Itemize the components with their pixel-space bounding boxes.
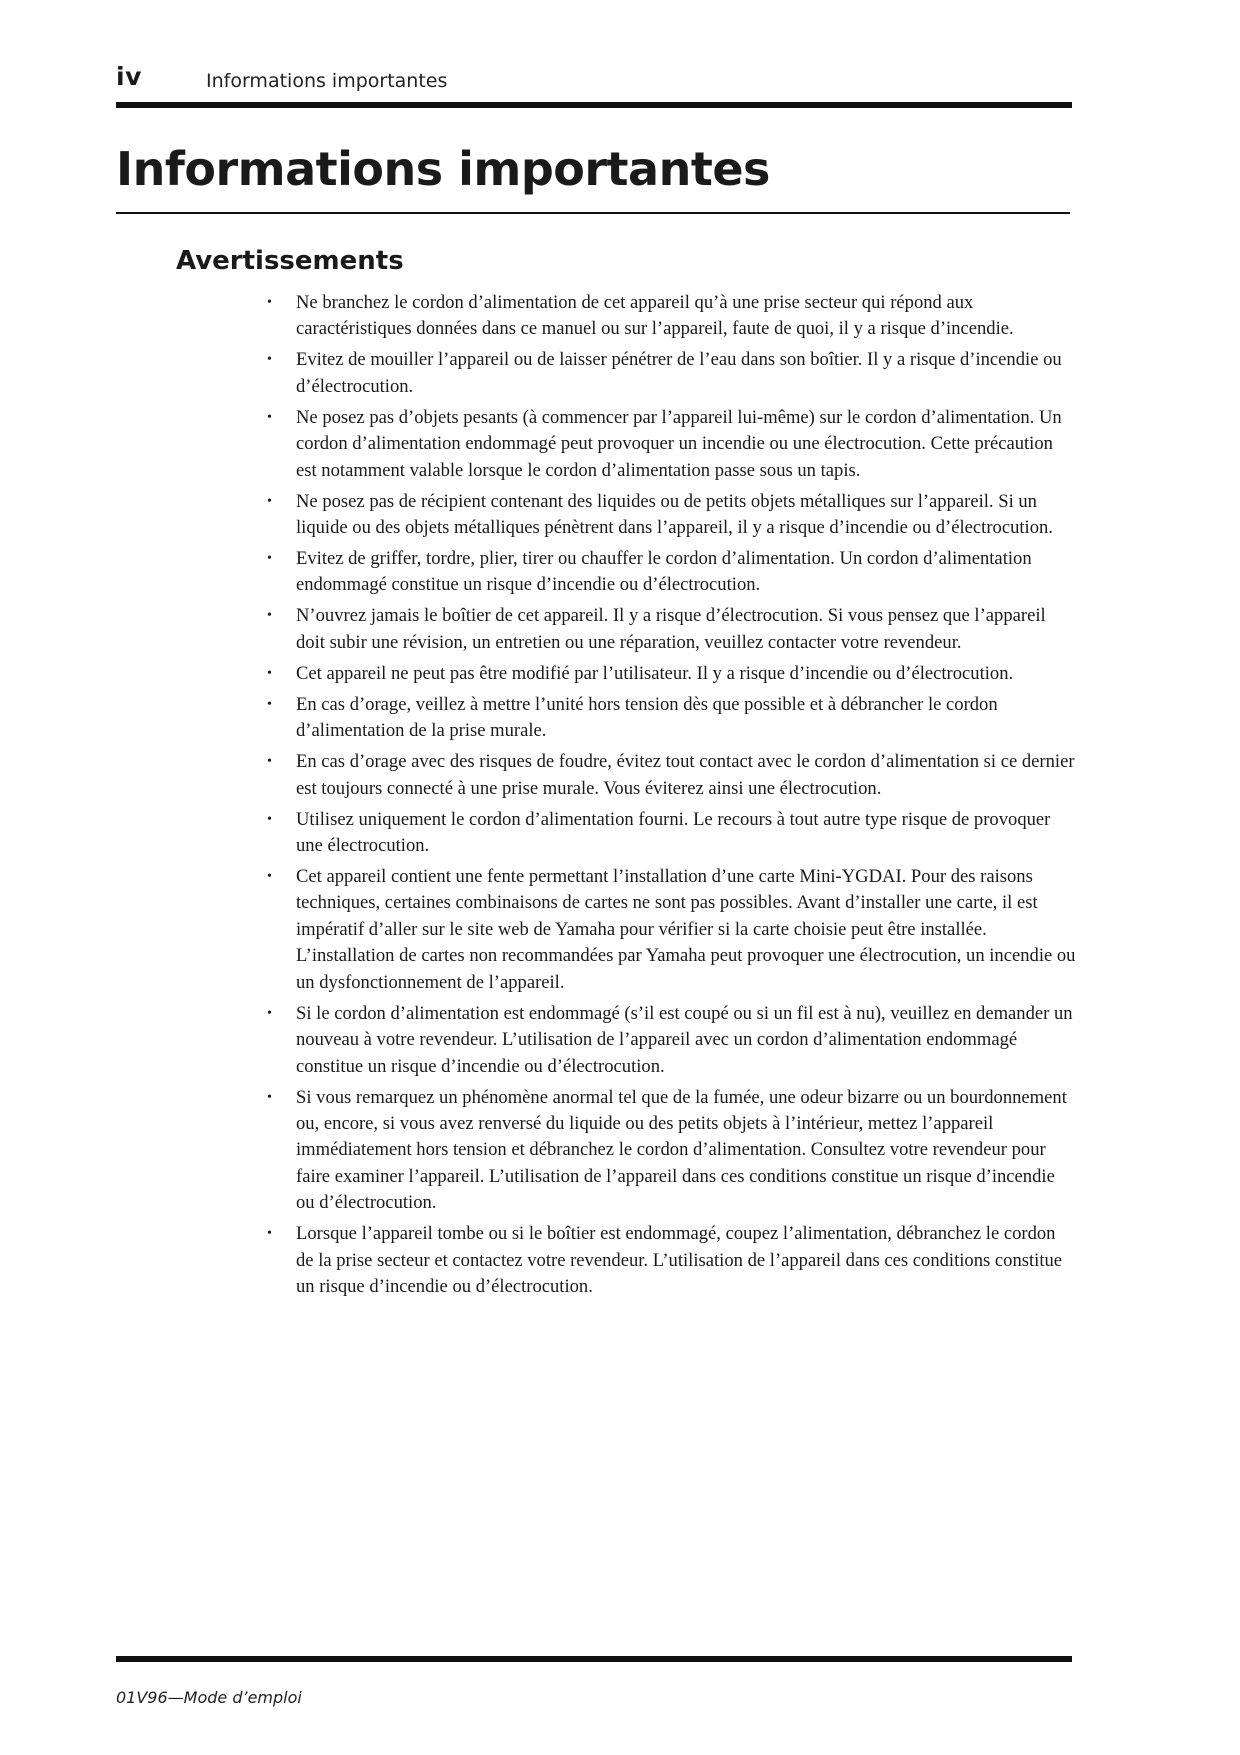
section-heading: Avertissements: [176, 246, 404, 276]
warning-item: • Lorsque l’appareil tombe ou si le boîtier est endommagé, coupez l’alimentation, débranchez le cordon de la prise secteur et contactez votre revendeur. L’utilisation de l’appareil dans ces conditions constitue un risque d’incendie ou d’électrocution.: [296, 1221, 1076, 1300]
page-title: Informations importantes: [116, 142, 770, 196]
header-rule: [116, 102, 1072, 108]
warning-item: • Ne posez pas de récipient contenant des liquides ou de petits objets métalliques sur l’appareil. Si un liquide ou des objets métalliques pénètrent dans l’appareil, il y a risque d’incendie ou d’électrocution.: [296, 489, 1076, 542]
footer-rule: [116, 1656, 1072, 1662]
warning-item: • Evitez de mouiller l’appareil ou de laisser pénétrer de l’eau dans son boîtier. Il y a risque d’incendie ou d’électrocution.: [296, 347, 1076, 400]
warning-item: • Si le cordon d’alimentation est endommagé (s’il est coupé ou si un fil est à nu), veuillez en demander un nouveau à votre revendeur. L’utilisation de l’appareil avec un cordon d’alimentation endommagé constitue un risque d’incendie ou d’électrocution.: [296, 1001, 1076, 1080]
warning-item: • Ne posez pas d’objets pesants (à commencer par l’appareil lui-même) sur le cordon d’alimentation. Un cordon d’alimentation endommagé peut provoquer un incendie ou une électrocution. Cette précaution est notamment valable lorsque le cordon d’alimentation passe sous un tapis.: [296, 405, 1076, 484]
title-rule: [116, 212, 1070, 214]
warning-item: • En cas d’orage, veillez à mettre l’unité hors tension dès que possible et à débrancher le cordon d’alimentation de la prise murale.: [296, 692, 1076, 745]
page-number: iv: [116, 62, 142, 91]
warning-item: • Cet appareil ne peut pas être modifié par l’utilisateur. Il y a risque d’incendie ou d’électrocution.: [296, 661, 1076, 687]
footer-manual-title: 01V96—Mode d’emploi: [116, 1688, 302, 1707]
running-header-title: Informations importantes: [206, 70, 448, 92]
warning-item: • Utilisez uniquement le cordon d’alimentation fourni. Le recours à tout autre type risque de provoquer une électrocution.: [296, 807, 1076, 860]
warning-item: • Ne branchez le cordon d’alimentation de cet appareil qu’à une prise secteur qui répond aux caractéristiques données dans ce manuel ou sur l’appareil, faute de quoi, il y a risque d’incendie.: [296, 290, 1076, 343]
warnings-list: [296, 290, 1076, 1305]
warning-item: • En cas d’orage avec des risques de foudre, évitez tout contact avec le cordon d’alimentation si ce dernier est toujours connecté à une prise murale. Vous éviterez ainsi une électrocution.: [296, 749, 1076, 802]
warning-item: • Cet appareil contient une fente permettant l’installation d’une carte Mini-YGDAI. Pour des raisons techniques, certaines combinaisons de cartes ne sont pas possibles. Avant d’installer une carte, il est impératif d’aller sur le site web de Yamaha pour vérifier si la carte choisie peut être installée. L’installation de cartes non recommandées par Yamaha peut provoquer une électrocution, un incendie ou un dysfonctionnement de l’appareil.: [296, 864, 1076, 996]
warning-item: • Si vous remarquez un phénomène anormal tel que de la fumée, une odeur bizarre ou un bourdonnement ou, encore, si vous avez renversé du liquide ou des petits objets à l’intérieur, mettez l’appareil immédiatement hors tension et débranchez le cordon d’alimentation. Consultez votre revendeur pour faire examiner l’appareil. L’utilisation de l’appareil dans ces conditions constitue un risque d’incendie ou d’électrocution.: [296, 1085, 1076, 1217]
warning-item: • Evitez de griffer, tordre, plier, tirer ou chauffer le cordon d’alimentation. Un cordon d’alimentation endommagé constitue un risque d’incendie ou d’électrocution.: [296, 546, 1076, 599]
warning-item: • N’ouvrez jamais le boîtier de cet appareil. Il y a risque d’électrocution. Si vous pensez que l’appareil doit subir une révision, un entretien ou une réparation, veuillez contacter votre revendeur.: [296, 603, 1076, 656]
